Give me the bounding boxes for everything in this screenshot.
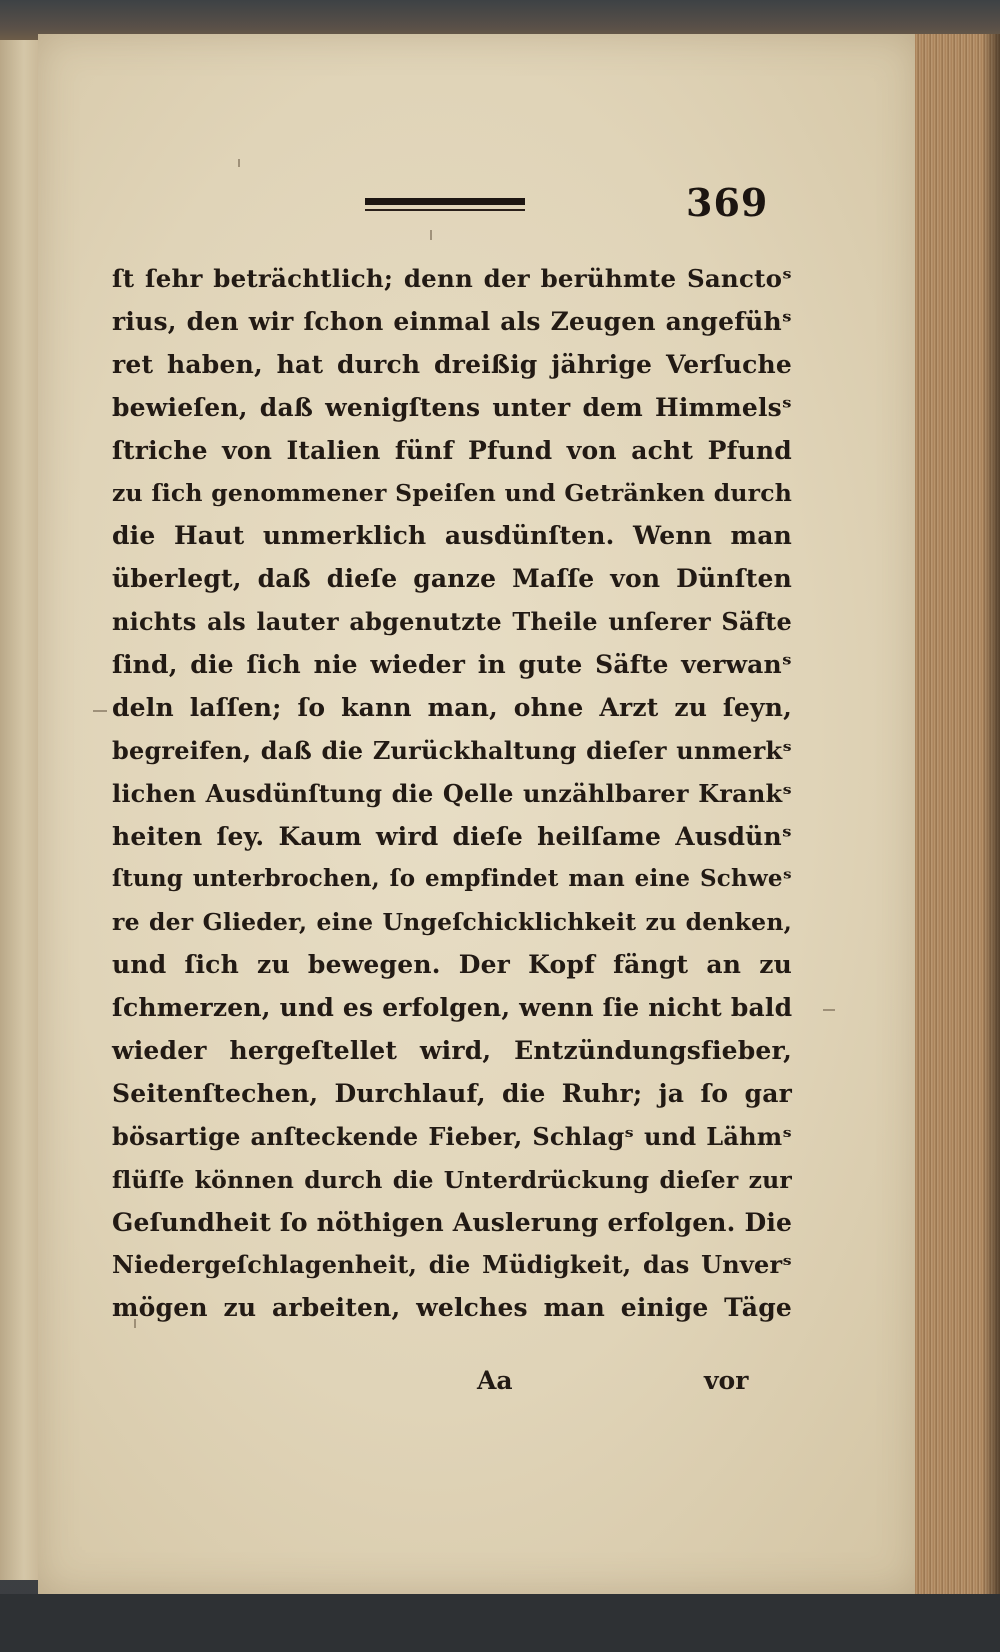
text-line: und ſich zu bewegen. Der Kopf fängt an zu (112, 950, 792, 980)
text-line: ſtung unterbrochen, ſo empfindet man eine Schweˢ (112, 865, 792, 893)
text-line: Seitenſtechen, Durchlauf, die Ruhr; ja ſo gar (112, 1078, 792, 1108)
header-rule (365, 198, 525, 214)
paper-speck (238, 159, 240, 167)
text-line: rius, den wir ſchon einmal als Zeugen angefühˢ (112, 306, 792, 336)
text-line: ret haben, hat durch dreißig jährige Verſuche (112, 349, 792, 379)
text-line: heiten ſey. Kaum wird dieſe heilſame Ausdünˢ (112, 821, 792, 851)
header-rule-thick (365, 198, 525, 205)
text-line: bösartige anſteckende Fieber, Schlagˢ und Lähmˢ (112, 1121, 792, 1151)
text-line: mögen zu arbeiten, welches man einige Täge (112, 1293, 792, 1323)
signature-mark: Aa (477, 1366, 513, 1395)
text-line: zu ſich genommener Speiſen und Getränken durch (112, 479, 792, 508)
text-line: Geſundheit ſo nöthigen Auslerung erfolgen. Die (112, 1207, 793, 1237)
text-line: ſind, die ſich nie wieder in gute Säfte verwanˢ (112, 650, 792, 680)
paper-speck (430, 230, 432, 240)
header-rule-thin (365, 209, 525, 211)
facing-page-edge (0, 40, 42, 1580)
scan-background-bottom (0, 1594, 1000, 1652)
page-edges-stack (915, 34, 1000, 1594)
text-line: lichen Ausdünſtung die Qelle unzählbarer Krankˢ (112, 778, 792, 808)
text-line: ſchmerzen, und es erfolgen, wenn ſie nicht bald (112, 993, 793, 1023)
body-text (112, 258, 792, 1330)
margin-mark (93, 710, 107, 712)
page-footer (112, 1366, 792, 1406)
text-line: flüſſe können durch die Unterdrückung dieſer zur (112, 1165, 792, 1194)
text-line: die Haut unmerklich ausdünſten. Wenn man (112, 521, 792, 551)
text-line: wieder hergeſtellet wird, Entzündungsfieber, (112, 1036, 792, 1066)
text-line: ſt ſehr beträchtlich; denn der berühmte Sanctoˢ (112, 264, 792, 293)
catchword: vor (704, 1366, 749, 1395)
page-number: 369 (686, 180, 769, 225)
text-line: nichts als lauter abgenutzte Theile unſerer Säfte (112, 607, 792, 637)
text-line: re der Glieder, eine Ungeſchicklichkeit zu denken, (112, 908, 792, 937)
text-line: begreifen, daß die Zurückhaltung dieſer unmerkˢ (112, 735, 792, 765)
margin-mark (823, 1009, 835, 1011)
text-line: Niedergeſchlagenheit, die Müdigkeit, das Unverˢ (112, 1250, 792, 1280)
text-line: deln laſſen; ſo kann man, ohne Arzt zu ſeyn, (112, 692, 792, 722)
text-line: bewieſen, daß wenigſtens unter dem Himmelsˢ (112, 392, 792, 422)
text-line: ſtriche von Italien fünf Pfund von acht Pfund (112, 435, 792, 465)
text-line: überlegt, daß dieſe ganze Maſſe von Dünſten (112, 564, 792, 594)
